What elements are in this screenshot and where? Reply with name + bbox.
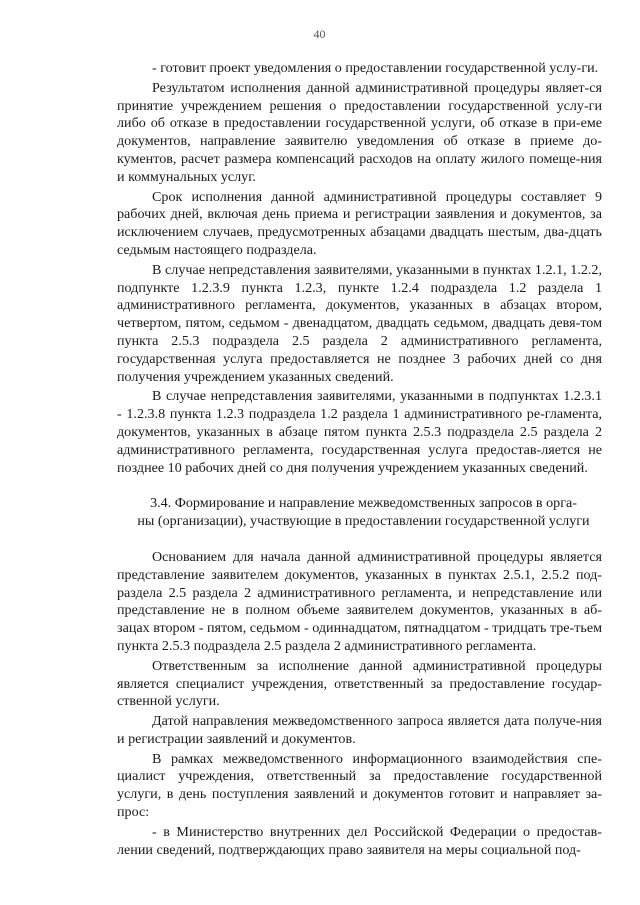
paragraph-responsible: Ответственным за исполнение данной административной процедуры является специалист учреждения, ответственный за предоставление государ-ственной услуги. bbox=[117, 657, 602, 710]
section-heading-3-4 bbox=[117, 495, 602, 531]
paragraph-nonsubmission-1: В случае непредставления заявителями, указанными в пунктах 1.2.1, 1.2.2, подпункте 1.2.3.9 пункта 1.2.3, пункте 1.2.4 подраздела 1.2 раздела 1 административного регламента, документов, указанных в абзацах втором, четвертом, пятом, седьмом - двенадцатом, двадцать седьмом, двадцать девя-том пункта 2.5.3 подраздела 2.5 раздела 2 административного регламента, государственная услуга предоставляется не позднее 3 рабочих дней со дня получения учреждением указанных сведений. bbox=[117, 261, 602, 385]
body-top bbox=[117, 60, 602, 477]
paragraph-result: Результатом исполнения данной административной процедуры являет-ся принятие учреждением решения о предоставлении государственной услу-ги либо об отказе в предоставлении государственной услуги, об отказе в при-еме документов, направление заявителю уведомления об отказе в приеме до-кументов, расчет размера компенсаций расходов на оплату жилого помеще-ния и коммунальных услуг. bbox=[117, 79, 602, 185]
paragraph-interaction: В рамках межведомственного информационного взаимодействия спе-циалист учреждения, ответственный за предоставление государственной услуги, в день поступления заявлений и документов готовит и направляет за-прос: bbox=[117, 750, 602, 821]
section-heading-line-1: 3.4. Формирование и направление межведомственных запросов в орга- bbox=[150, 495, 577, 512]
paragraph-request-date: Датой направления межведомственного запроса является дата получе-ния и регистрации заявлений и документов. bbox=[117, 713, 602, 747]
section-heading-line-2: ны (организации), участвующие в предоставлении государственной услуги bbox=[137, 513, 590, 530]
paragraph-basis: Основанием для начала данной административной процедуры является представление заявителем документов, указанных в пунктах 2.5.1, 2.5.2 под-раздела 2.5 раздела 2 административного регламента, и непредставление или представление не в полном объеме заявителем документов, указанных в аб-зацах втором - пятом, седьмом - одиннадцатом, пятнадцатом - тридцать тре-тьем пункта 2.5.3 подраздела 2.5 раздела 2 административного регламента. bbox=[117, 548, 602, 654]
page-number: 40 bbox=[313, 27, 326, 41]
paragraph-mvd-request: - в Министерство внутренних дел Российской Федерации о предостав-лении сведений, подтверждающих право заявителя на меры социальной под- bbox=[117, 823, 602, 858]
paragraph-prepare-notice: - готовит проект уведомления о предоставлении государственной услу-ги. bbox=[152, 60, 599, 76]
paragraph-deadline: Срок исполнения данной административной процедуры составляет 9 рабочих дней, включая день приема и регистрации заявления и документов, за исключением случаев, предусмотренных абзацами двадцать шестым, два-дцать седьмым настоящего подраздела. bbox=[117, 188, 602, 258]
body-bottom bbox=[117, 549, 602, 860]
paragraph-nonsubmission-2: В случае непредставления заявителями, указанными в подпунктах 1.2.3.1 - 1.2.3.8 пункта 1.2.3 подраздела 1.2 раздела 1 административного ре-гламента, документов, указанных в абзаце пятом пункта 2.5.3 подраздела 2.5 раздела 2 административного регламента, государственная услуга предостав-ляется не позднее 10 рабочих дней со дня получения учреждением указанных сведений. bbox=[117, 388, 602, 476]
